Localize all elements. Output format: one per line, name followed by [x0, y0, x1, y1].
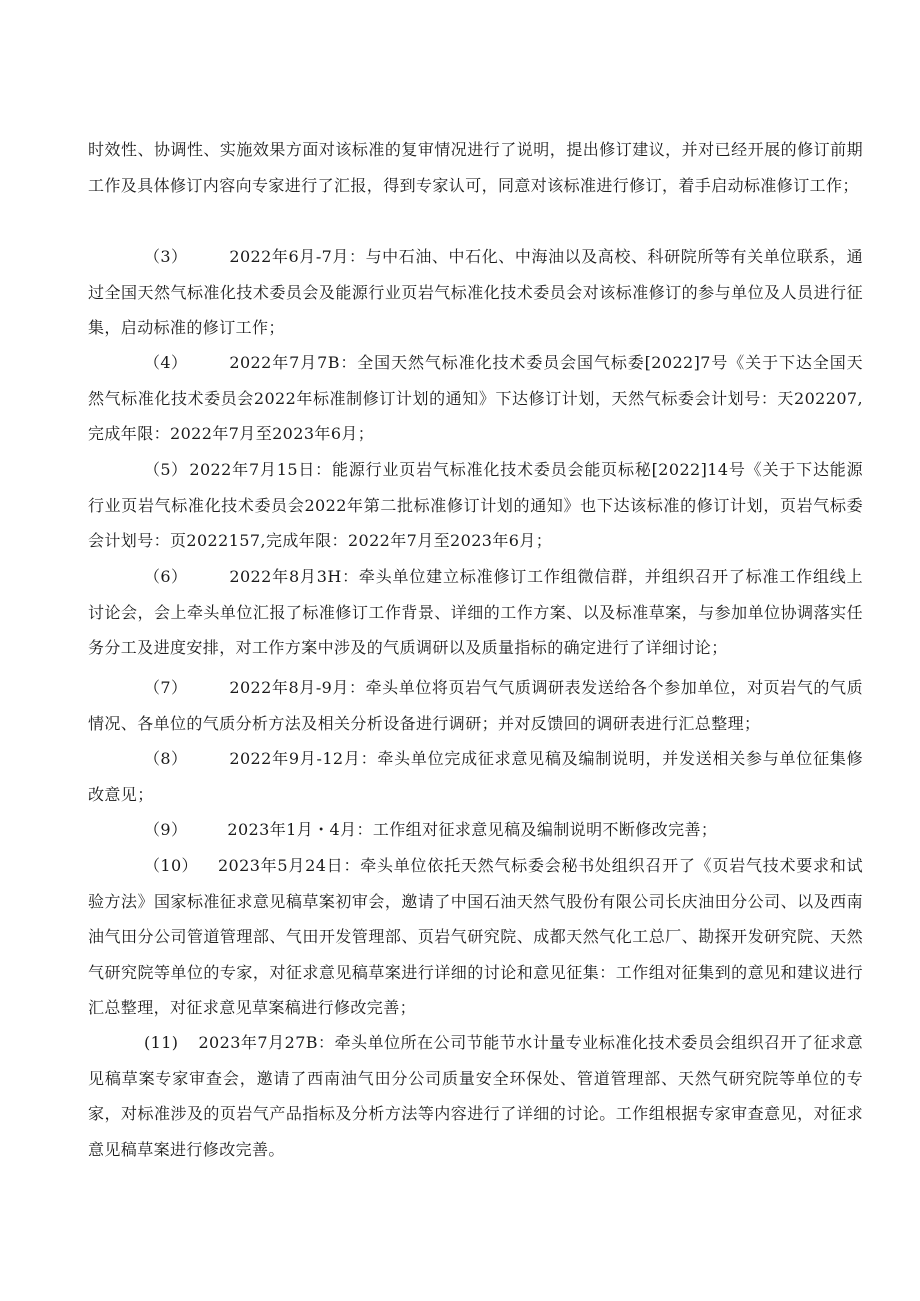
paragraph-item-10	[88, 848, 863, 1026]
paragraph-text: 2023年7月27B：牵头单位所在公司节能节水计量专业标准化技术委员会组织召开了征求意见稿草案专家审查会，邀请了西南油气田分公司质量安全环保处、管道管理部、天然气研究院等单位的专家，对标准涉及的页岩气产品指标及分析方法等内容进行了详细的讨论。工作组根据专家审查意见，对征求意见稿草案进行修改完善。	[88, 1033, 863, 1159]
paragraph-text: 2022年9月-12月：牵头单位完成征求意见稿及编制说明，并发送相关参与单位征集修改意见；	[88, 749, 863, 804]
paragraph-item-6	[88, 559, 863, 666]
paragraph-continuation	[88, 132, 863, 203]
item-number: （8）	[144, 749, 188, 768]
paragraph-item-7	[88, 670, 863, 741]
paragraph-text: 2022年7月7B：全国天然气标准化技术委员会国气标委[2022]7号《关于下达全国天然气标准化技术委员会2022年标准制修订计划的通知》下达修订计划，天然气标委会计划号：天202207,完成年限：2022年7月至2023年6月；	[88, 353, 863, 443]
item-number: （9）	[144, 820, 188, 839]
paragraph-text: 2022年6月-7月：与中石油、中石化、中海油以及高校、科研院所等有关单位联系，通过全国天然气标准化技术委员会及能源行业页岩气标准化技术委员会对该标准修订的参与单位及人员进行征集，启动标准的修订工作；	[88, 247, 863, 337]
paragraph-item-5	[88, 452, 863, 559]
item-number: （7）	[144, 678, 188, 697]
paragraph-text: 时效性、协调性、实施效果方面对该标准的复审情况进行了说明，提出修订建议，并对已经开展的修订前期工作及具体修订内容向专家进行了汇报，得到专家认可，同意对该标准进行修订，着手启动标准修订工作；	[88, 140, 863, 195]
paragraph-item-8	[88, 741, 863, 812]
paragraph-text: 2022年8月-9月：牵头单位将页岩气气质调研表发送给各个参加单位，对页岩气的气质情况、各单位的气质分析方法及相关分析设备进行调研；并对反馈回的调研表进行汇总整理；	[88, 678, 863, 733]
item-number: （6）	[144, 567, 188, 586]
item-number: （5）	[144, 460, 188, 479]
item-number: （3）	[144, 247, 188, 266]
paragraph-item-4	[88, 345, 863, 452]
paragraph-text: 2023年1月・4月：工作组对征求意见稿及编制说明不断修改完善；	[227, 820, 718, 839]
paragraph-text: 2023年5月24日：牵头单位依托天然气标委会秘书处组织召开了《页岩气技术要求和试验方法》国家标准征求意见稿草案初审会，邀请了中国石油天然气股份有限公司长庆油田分公司、以及西南油气田分公司管道管理部、气田开发管理部、页岩气研究院、成都天然气化工总厂、勘探开发研究院、天然气研究院等单位的专家，对征求意见稿草案进行详细的讨论和意见征集：工作组对征集到的意见和建议进行汇总整理，对征求意见草案稿进行修改完善；	[88, 856, 863, 1017]
item-number: （4）	[144, 353, 188, 372]
item-number: (11)	[144, 1033, 179, 1052]
paragraph-item-9	[88, 812, 863, 848]
paragraph-item-3	[88, 239, 863, 346]
paragraph-text: 2022年7月15日：能源行业页岩气标准化技术委员会能页标秘[2022]14号《关于下达能源行业页岩气标准化技术委员会2022年第二批标准修订计划的通知》也下达该标准的修订计划，页岩气标委会计划号：页2022157,完成年限：2022年7月至2023年6月；	[88, 460, 863, 550]
item-number: （10）	[144, 856, 198, 875]
paragraph-text: 2022年8月3H：牵头单位建立标准修订工作组微信群，并组织召开了标准工作组线上讨论会，会上牵头单位汇报了标准修订工作背景、详细的工作方案、以及标准草案，与参加单位协调落实任务分工及进度安排，对工作方案中涉及的气质调研以及质量指标的确定进行了详细讨论；	[88, 567, 863, 657]
paragraph-item-11	[88, 1025, 863, 1167]
